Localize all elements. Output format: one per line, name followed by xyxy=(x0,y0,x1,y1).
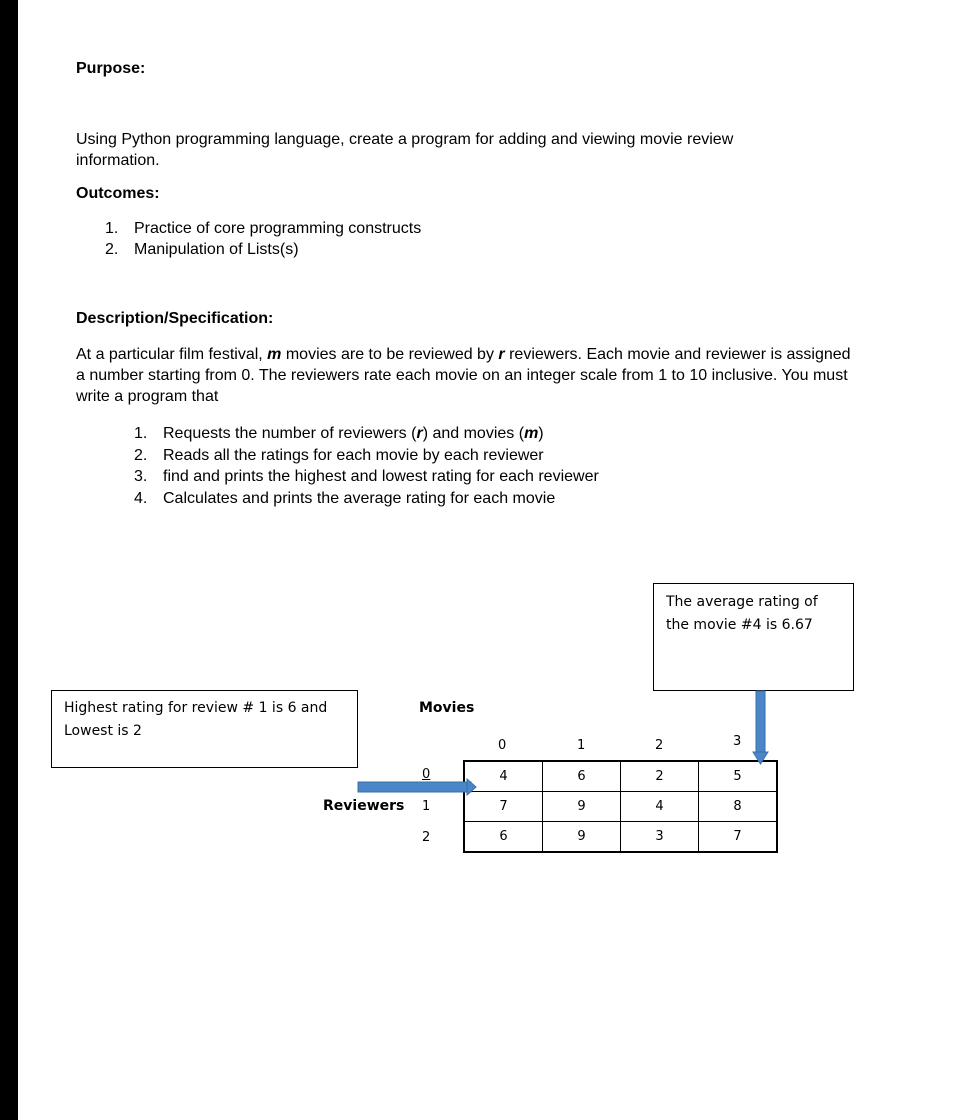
reviewer-index: 0 xyxy=(422,767,431,782)
list-item: 1. Practice of core programming constructs xyxy=(105,220,422,237)
description-text: At a particular film festival, m movies are to be reviewed by r reviewers. Each movie and reviewer is assigned a number starting from 0. The reviewers rate each movie on an integer scale from 1 to 10 inclusive. You must write a program that xyxy=(76,346,851,405)
rating-cell: 3 xyxy=(621,822,699,853)
reviewer-index: 1 xyxy=(422,799,431,814)
rating-cell: 6 xyxy=(464,822,543,853)
list-item: 2. Reads all the ratings for each movie by each reviewer xyxy=(134,446,544,464)
rating-cell: 2 xyxy=(621,761,699,792)
rating-cell: 7 xyxy=(464,792,543,822)
average-rating-callout: The average rating of the movie #4 is 6.67 xyxy=(653,583,854,691)
purpose-text-line1: Using Python programming language, create a program for adding and viewing movie review xyxy=(76,131,734,148)
list-item: 1. Requests the number of reviewers (r) and movies (m) xyxy=(134,425,544,442)
down-arrow-icon xyxy=(753,691,768,764)
reviewer-index: 2 xyxy=(422,830,431,845)
purpose-text-line2: information. xyxy=(76,152,160,169)
movie-index: 3 xyxy=(733,734,742,749)
rating-cell: 9 xyxy=(543,822,621,853)
list-item: 3. find and prints the highest and lowest rating for each reviewer xyxy=(134,468,599,486)
list-item: 4. Calculates and prints the average rating for each movie xyxy=(134,490,556,508)
diagram-arrows xyxy=(18,0,969,1120)
description-heading: Description/Specification: xyxy=(76,310,274,327)
movie-index: 2 xyxy=(655,738,664,753)
rating-cell: 8 xyxy=(699,792,778,822)
rating-cell: 6 xyxy=(543,761,621,792)
rating-cell: 7 xyxy=(699,822,778,853)
rating-cell: 9 xyxy=(543,792,621,822)
document-page xyxy=(18,0,969,1120)
movie-index: 1 xyxy=(577,738,586,753)
movies-label: Movies xyxy=(419,700,475,716)
purpose-heading: Purpose: xyxy=(76,60,146,77)
list-item: 2. Manipulation of Lists(s) xyxy=(105,241,299,258)
rating-cell: 4 xyxy=(621,792,699,822)
reviewers-label: Reviewers xyxy=(323,798,405,814)
outcomes-heading: Outcomes: xyxy=(76,185,160,202)
right-arrow-icon xyxy=(358,779,476,795)
movie-index: 0 xyxy=(498,738,507,753)
rating-cell: 5 xyxy=(699,761,778,792)
rating-cell: 4 xyxy=(464,761,543,792)
highest-lowest-callout: Highest rating for review # 1 is 6 and Lowest is 2 xyxy=(51,690,358,768)
